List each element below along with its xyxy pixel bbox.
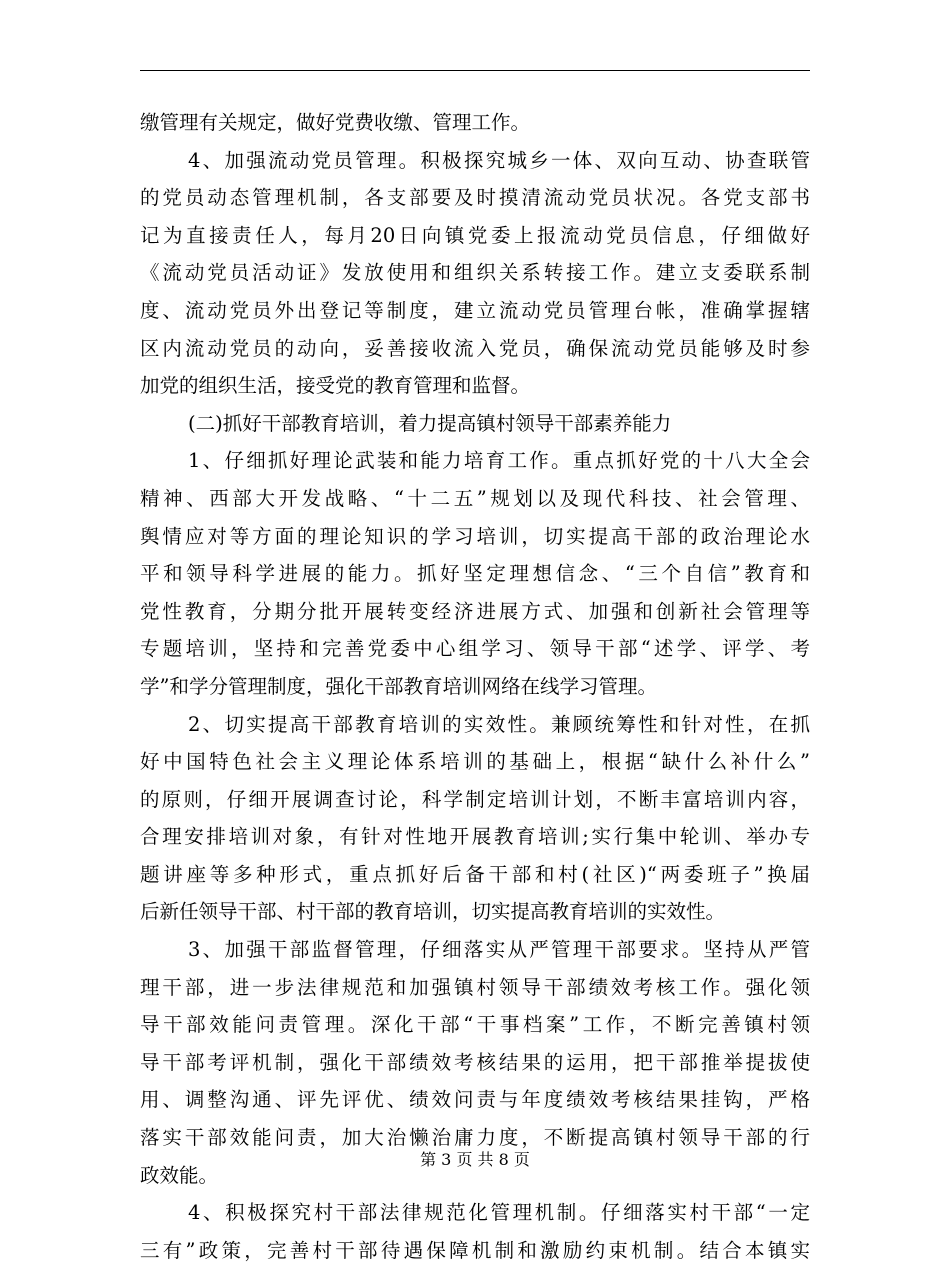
text-line: (二)抓好干部教育培训，着力提高镇村领导干部素养能力 xyxy=(188,411,672,435)
text-line: 理干部，进一步法律规范和加强镇村领导干部绩效考核工作。强化领 xyxy=(140,975,810,999)
text-line: 3、加强干部监督管理，仔细落实从严管理干部要求。坚持从严管 xyxy=(188,938,810,962)
text-line: 好中国特色社会主义理论体系培训的基础上，根据“缺什么补什么” xyxy=(140,750,810,774)
text-line: 4、加强流动党员管理。积极探究城乡一体、双向互动、协查联管 xyxy=(188,148,810,172)
text-line: 题讲座等多种形式，重点抓好后备干部和村(社区)“两委班子”换届 xyxy=(140,862,810,886)
text-line: 平和领导科学进展的能力。抓好坚定理想信念、“三个自信”教育和 xyxy=(140,562,810,586)
text-line: 1、仔细抓好理论武装和能力培育工作。重点抓好党的十八大全会 xyxy=(188,449,810,473)
text-line: 政效能。 xyxy=(140,1163,219,1187)
text-line: 用、调整沟通、评先评优、绩效问责与年度绩效考核结果挂钩，严格 xyxy=(140,1088,810,1112)
text-line: 2、切实提高干部教育培训的实效性。兼顾统筹性和针对性，在抓 xyxy=(188,712,810,736)
header-rule xyxy=(140,70,810,71)
text-line: 落实干部效能问责，加大治懒治庸力度，不断提高镇村领导干部的行 xyxy=(140,1126,810,1150)
text-line: 精神、西部大开发战略、“十二五”规划以及现代科技、社会管理、 xyxy=(140,486,810,510)
text-line: 党性教育，分期分批开展转变经济进展方式、加强和创新社会管理等 xyxy=(140,599,810,623)
text-line: 4、积极探究村干部法律规范化管理机制。仔细落实村干部“一定 xyxy=(188,1201,810,1225)
text-line: 的原则，仔细开展调查讨论，科学制定培训计划，不断丰富培训内容， xyxy=(140,787,810,811)
text-line: 专题培训，坚持和完善党委中心组学习、领导干部“述学、评学、考 xyxy=(140,637,810,661)
document-body xyxy=(140,104,810,1269)
text-line: 合理安排培训对象，有针对性地开展教育培训;实行集中轮训、举办专 xyxy=(140,825,810,849)
text-line: 缴管理有关规定，做好党费收缴、管理工作。 xyxy=(140,111,531,134)
text-line: 三有”政策，完善村干部待遇保障机制和激励约束机制。结合本镇实 xyxy=(140,1238,810,1262)
text-line: 导干部效能问责管理。深化干部“干事档案”工作，不断完善镇村领 xyxy=(140,1013,810,1037)
text-line: 加党的组织生活，接受党的教育管理和监督。 xyxy=(140,374,531,398)
text-line: 舆情应对等方面的理论知识的学习培训，切实提高干部的政治理论水 xyxy=(140,524,810,548)
text-line: 区内流动党员的动向，妥善接收流入党员，确保流动党员能够及时参 xyxy=(140,336,810,360)
text-line: 《流动党员活动证》发放使用和组织关系转接工作。建立支委联系制 xyxy=(140,261,810,285)
text-line: 后新任领导干部、村干部的教育培训，切实提高教育培训的实效性。 xyxy=(140,900,726,924)
text-line: 学”和学分管理制度，强化干部教育培训网络在线学习管理。 xyxy=(140,674,657,698)
text-line: 记为直接责任人，每月20日向镇党委上报流动党员信息，仔细做好 xyxy=(140,223,810,247)
text-line: 的党员动态管理机制，各支部要及时摸清流动党员状况。各党支部书 xyxy=(140,186,810,210)
text-line: 度、流动党员外出登记等制度，建立流动党员管理台帐，准确掌握辖 xyxy=(140,298,810,322)
page-footer: 第 3 页 共 8 页 xyxy=(420,1150,530,1169)
text-line: 导干部考评机制，强化干部绩效考核结果的运用，把干部推举提拔使 xyxy=(140,1050,810,1074)
